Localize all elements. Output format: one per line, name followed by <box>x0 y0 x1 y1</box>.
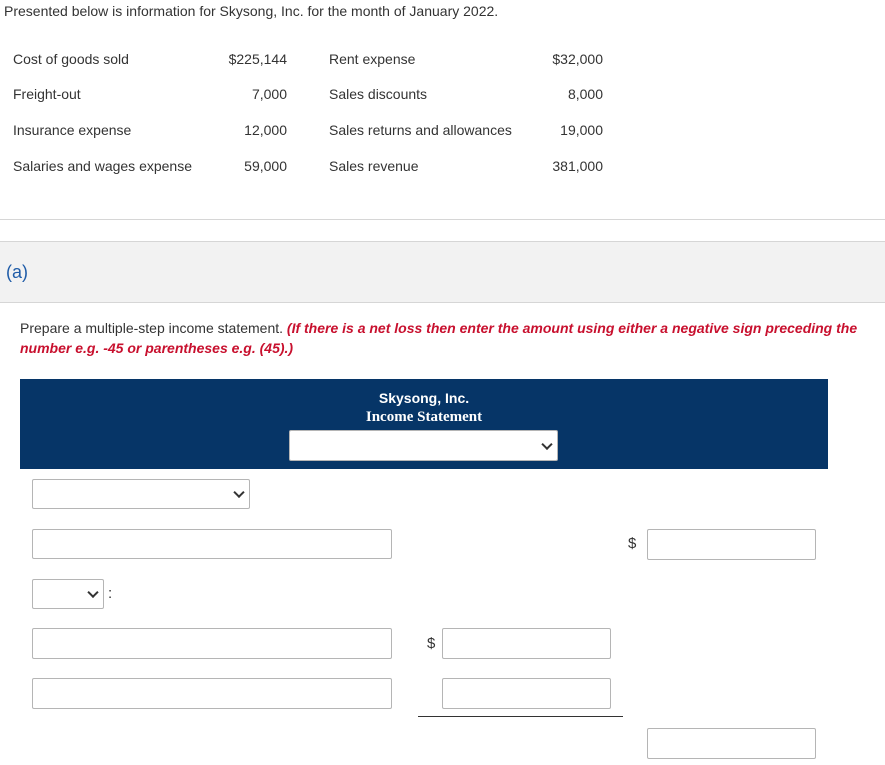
colon: : <box>108 585 113 602</box>
data-label: Rent expense <box>329 51 416 67</box>
data-label: Freight-out <box>13 86 81 102</box>
part-header <box>0 241 885 303</box>
data-value: $225,144 <box>228 51 287 67</box>
amount-input[interactable] <box>647 529 816 560</box>
line-item-input[interactable] <box>32 628 392 659</box>
data-value: 12,000 <box>244 122 287 138</box>
line-item-input[interactable] <box>32 529 392 559</box>
dollar-sign: $ <box>427 635 436 652</box>
data-label: Insurance expense <box>13 122 132 138</box>
chevron-down-icon <box>87 587 98 598</box>
chevron-down-icon <box>541 438 552 449</box>
line-item-input[interactable] <box>32 678 392 709</box>
statement-title: Income Statement <box>365 409 483 425</box>
part-label: (a) <box>6 262 28 282</box>
data-value: 381,000 <box>552 158 603 174</box>
data-label: Cost of goods sold <box>13 51 129 67</box>
statement-header <box>20 379 828 469</box>
amount-input[interactable] <box>442 628 611 659</box>
data-label: Sales revenue <box>329 158 419 174</box>
amount-input[interactable] <box>442 678 611 709</box>
chevron-down-icon <box>233 487 244 498</box>
period-select[interactable] <box>289 430 558 461</box>
data-value: 7,000 <box>251 86 287 102</box>
amount-input[interactable] <box>647 728 816 759</box>
intro-text: Presented below is information for Skysong, Inc. for the month of January 2022. <box>4 3 499 19</box>
data-value: 8,000 <box>567 86 603 102</box>
dollar-sign: $ <box>628 535 637 552</box>
instructions-note: (If there is a net loss then enter the amount using either a negative sign preceding the number e.g. -45 or parentheses e.g. (45).) <box>20 320 858 356</box>
company-name: Skysong, Inc. <box>378 390 470 406</box>
data-label: Sales discounts <box>329 86 428 102</box>
data-label: Sales returns and allowances <box>329 122 512 138</box>
section-divider <box>0 219 885 220</box>
data-label: Salaries and wages expense <box>13 158 193 174</box>
less-select[interactable] <box>32 579 104 609</box>
subtotal-rule <box>418 716 623 717</box>
data-value: 59,000 <box>244 158 287 174</box>
line-item-select[interactable] <box>32 479 250 509</box>
instructions <box>20 318 870 358</box>
data-value: 19,000 <box>560 122 603 138</box>
data-value: $32,000 <box>552 51 603 67</box>
instructions-text: Prepare a multiple-step income statement. <box>20 320 284 336</box>
